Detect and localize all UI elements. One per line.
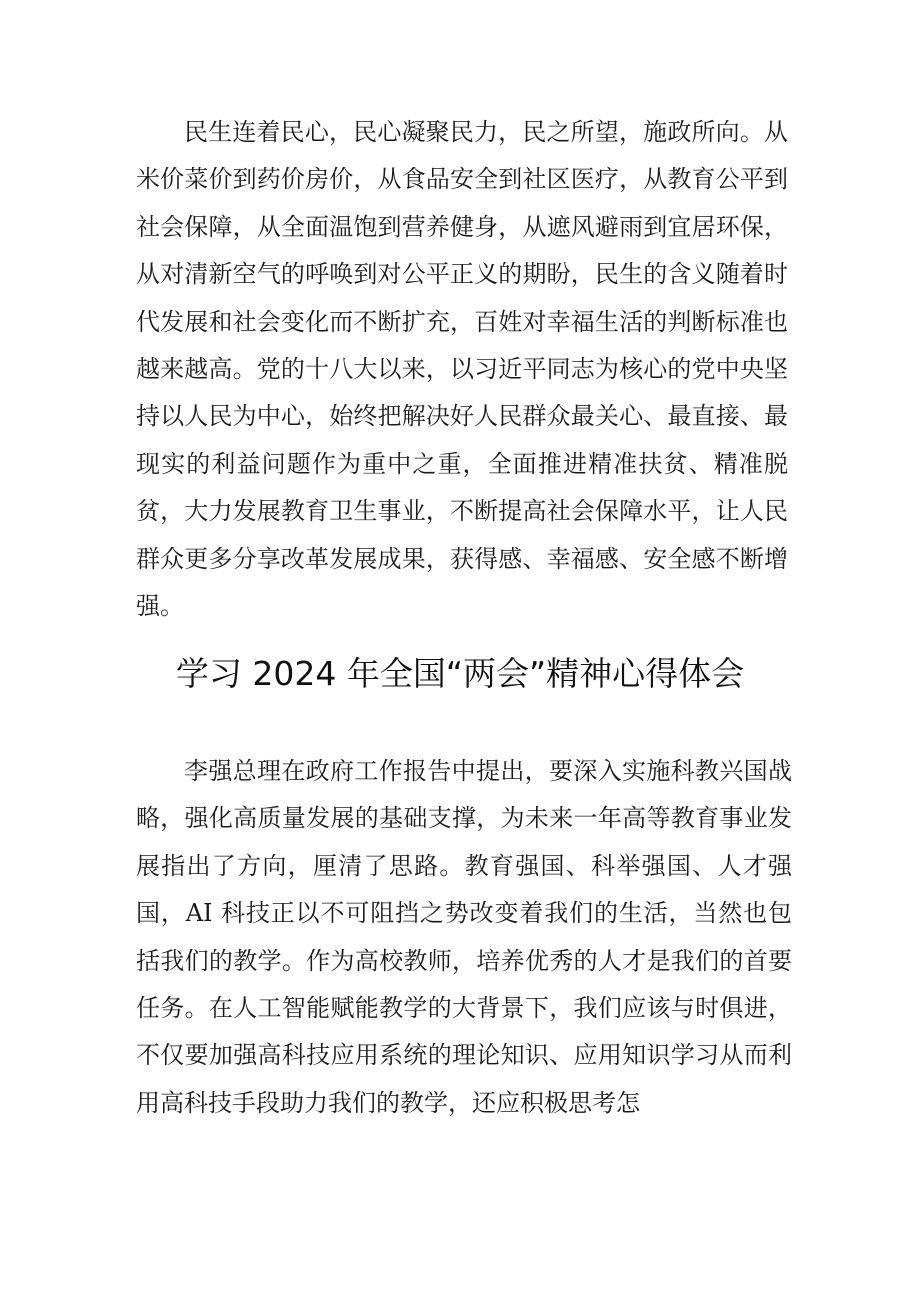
body-paragraph-2: 李强总理在政府工作报告中提出，要深入实施科教兴国战略，强化高质量发展的基础支撑，为未来一年高等教育事业发展指出了方向，厘清了思路。教育强国、科举强国、人才强国，AI 科技正以不可阻挡之势改变着我们的生活，当然也包括我们的教学。作为高校教师，培养优秀的人才是我们的首要任务。在人工智能赋能教学的大背景下，我们应该与时俱进，不仅要加强高科技应用系统的理论知识、应用知识学习从而利用高科技手段助力我们的教学，还应积极思考怎: [136, 757, 792, 1117]
section-heading: 学习 2024 年全国“两会”精神心得体会: [175, 654, 745, 693]
body-paragraph-1: 民生连着民心，民心凝聚民力，民之所望，施政所向。从米价菜价到药价房价，从食品安全到社区医疗，从教育公平到社会保障，从全面温饱到营养健身，从遮风避雨到宜居环保，从对清新空气的呼唤到对公平正义的期盼，民生的含义随着时代发展和社会变化而不断扩充，百姓对幸福生活的判断标准也越来越高。党的十八大以来，以习近平同志为核心的党中央坚持以人民为中心，始终把解决好人民群众最关心、最直接、最现实的利益问题作为重中之重，全面推进精准扶贫、精准脱贫，大力发展教育卫生事业，不断提高社会保障水平，让人民群众更多分享改革发展成果，获得感、幸福感、安全感不断增强。: [136, 118, 788, 621]
